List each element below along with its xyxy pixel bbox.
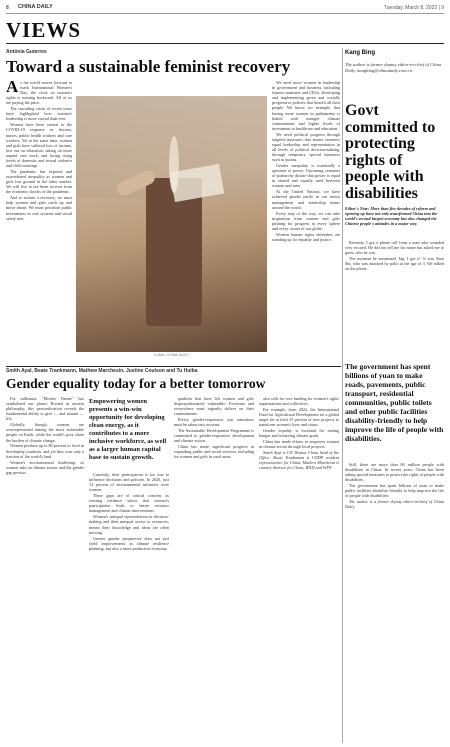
sidebar-body-2 (345, 462, 444, 744)
paragraph: Women's environmental leadership, as women take on climate action, and the gender gap persists. (6, 459, 84, 475)
paragraph: The pandemic has exposed and exacerbated inequality as women and girls lost ground in the labor market. We will live to see them recover from the economic shocks of the pandemic. (6, 168, 72, 195)
paragraph: And to sustain a recovery, we must help women and girls catch up and move ahead. We must prioritize public investments in care systems and social safety nets. (6, 195, 72, 221)
paragraph: Women human rights defenders are standing up for equality and justice. (272, 231, 340, 242)
article2-column-4 (259, 396, 339, 744)
paragraph: Every step of the way, we can take inspiration from women and girls pushing for progress in every sphere and every corner of our globe. (272, 210, 340, 231)
paragraph: also calls for core funding for women's rights organizations and collectives. (259, 396, 339, 407)
drop-cap: A (6, 80, 19, 96)
article1-column-1 (6, 80, 72, 362)
paragraph: We need political progress through targeted measures that ensure women's equal leadership and representation in all levels of political decision-making, through temporary special measures such as quotas. (272, 131, 340, 163)
paragraph: These gaps are of critical concern, as existing evidence shows that women's participation leads to better resource management and climate interventions. (89, 493, 169, 514)
sidebar-pullquote: The government has spent billions of yuan to make roads, pavements, public transport, residential communities, public toilets and other public facilities disability-friendly to help improve the life of people with disabilities. (345, 362, 444, 443)
newspaper-logo: CHINA DAILY (18, 4, 53, 10)
paragraph: Gender inequality is essentially a question of power. Upcoming centuries of patriarchy dictate that power is equal in shared and equally used between women and men. (272, 163, 340, 189)
article2-column-1 (6, 396, 84, 744)
paragraph: Women produce up to 80 percent of food in developing countries, and yet they own only a fraction of the world's land. (6, 443, 84, 459)
paragraph: Women's unequal representation in decision-making and their unequal access to resources, means their knowledge and ideas are often missing. (89, 514, 169, 535)
paragraph: Still, there are more than 80 million people with disabilities in China. In recent years, China has been taking special measures to protect the rights of people with disabilities. (345, 462, 444, 483)
masthead (6, 3, 444, 13)
paragraph: Women have been central to the COVID-19 response as doctors, nurses, public health workers and care workers. Yet at the same time, women and girls have suffered loss of income, lost out on education, taking on more unpaid care work, and facing rising levels of domestic and sexual violence and child marriage. (6, 122, 72, 169)
paragraph: Globally, though, women are overrepresented among the most vulnerable people on Earth, while the world's poor share the burden of climate change. (6, 422, 84, 443)
editor-note: Editor's Note: More than five decades of reform and opening-up have not only transformed China into the world's second-largest economy but also changed the Chinese people's attitudes in a major way. (345, 206, 438, 227)
paragraph: China has made efforts to empower women in climate action through local projects. (259, 439, 339, 450)
article1-byline: Antónia Guterres (6, 49, 47, 55)
column-divider (342, 48, 343, 743)
paragraph: The government has spent billions of yuan to make public facilities disability-friendly to help improve the life of people with disabilities. (345, 483, 444, 499)
paragraph: For example, from 2022, the International Fund for Agricultural Development set a global target for at least 35 percent of new projects to transform women's lives and status. (259, 406, 339, 428)
paragraph: For millennia, "Mother Nature" has symbolized our planet. Rooted in ancient philosophy, this personification reveals the fundamental ability to give — and sustain — life. (6, 396, 84, 422)
article-illustration (76, 96, 267, 352)
paragraph: Policy, gender-responsive, just transitions must be taken into account. (174, 417, 254, 428)
paragraph: Gender equality is essential for ending hunger and achieving climate goals. (259, 428, 339, 439)
paragraph authnote: The author is a former deputy editor-in-chief of China Daily. (345, 499, 444, 510)
paragraph: s the world moves forward to mark International Women's Day, the clock on women's rights is running backward. All of us are paying the price. (6, 80, 72, 106)
article1-column-4 (272, 80, 340, 362)
section-title: VIEWS (6, 18, 82, 42)
section-rule (6, 43, 444, 44)
paragraph: The moment he mentioned 'big, I got it.' It was Xiao Shi, who was attacked by polio at the age of 3. We talked on the phone. (345, 256, 444, 272)
paragraph: China has made significant progress in expanding public and social services, including for women and girls in rural areas. (174, 444, 254, 460)
article2-headline: Gender equality today for a better tomorrow (6, 376, 266, 391)
paragraph: The Sustainable Development Programme is committed to gender-responsive development and climate action. (174, 428, 254, 444)
article2-column-2 (89, 472, 169, 744)
paragraph: Greater gender perspective does not just yield improvements in climate resilience planning, but also a more productive economy. (89, 535, 169, 551)
sidebar-body-1 (345, 240, 444, 358)
paragraph: We need more women in leadership in government and business, including finance ministers and CEOs, developing and implementing green and socially progressive policies that benefit all their people. We know, for example, that having more women in parliaments is linked with stronger climate commitments and higher levels of investment in healthcare and education. (272, 80, 340, 131)
paragraph: Recently, I got a phone call from a man who sounded very excited. He did not tell me his name but asked me to guess who he was. (345, 240, 444, 256)
illustration-caption: LUNA / CHINA DAILY (154, 353, 189, 357)
page-number: 8 (6, 5, 9, 11)
paragraph authnote: Smith Ayal is UN Women China head of the Office; Beate Trankmann is UNDP resident representative for China; Mathew Marchesin is country director for China, IFAD and WFP. (259, 450, 339, 471)
sidebar-author: Kang Bing (345, 50, 375, 56)
paragraph: The cascading crises of recent years have highlighted how women's leadership is more crucial than ever. (6, 106, 72, 122)
paragraph: Currently, their participation is too low to influence decisions and policies. In 2020, just 12 percent of environmental ministers were women. (89, 472, 169, 493)
woman-figure (146, 136, 202, 326)
masthead-rule (6, 13, 444, 14)
article-divider (6, 366, 341, 367)
sidebar-author-note: The author is former deputy editor-in-chief of China Daily. kangbing@chinadaily.com.cn (345, 62, 442, 73)
paragraph: qualities that have left women and girls disproportionately vulnerable. Everyone and everywhere must urgently deliver on their commitments. (174, 396, 254, 417)
article2-column-3 (174, 396, 254, 744)
article1-headline: Toward a sustainable feminist recovery (6, 57, 291, 76)
article2-bylines: Smith Ayal, Beate Trankmann, Mathew Marchesin, Justine Coulson and Tu Huiba (6, 368, 198, 374)
article2-pullquote: Empowering women presents a win-win opportunity for developing clean energy, as it contributes to a more inclusive workforce, as well as a larger human capital base to sustain growth. (89, 398, 167, 461)
paragraph: At the United Nations, we have achieved gender parity in our senior management and leadership teams around the world. (272, 189, 340, 210)
issue-date: Tuesday, March 8, 2022 | 9 (383, 5, 444, 11)
sidebar-headline: Govt committed to protecting rights of people with disabilities (345, 102, 436, 202)
